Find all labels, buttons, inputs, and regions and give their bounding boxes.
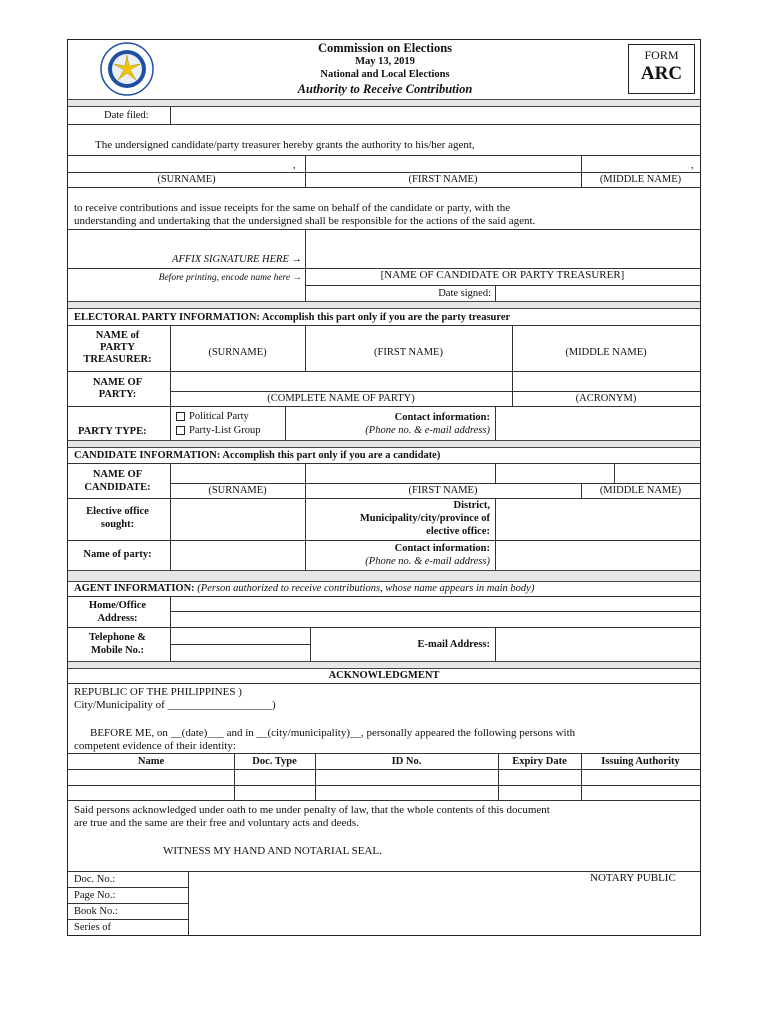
agent-section-heading xyxy=(74,583,534,595)
section-separator xyxy=(68,661,700,669)
agent-middle-name-field[interactable] xyxy=(582,156,699,172)
section-separator xyxy=(68,440,700,448)
treasurer-middle-name-field[interactable] xyxy=(513,326,699,346)
witness-line: WITNESS MY HAND AND NOTARIAL SEAL. xyxy=(163,845,382,857)
first-name-caption: (FIRST NAME) xyxy=(408,174,478,185)
candidate-party-label: Name of party: xyxy=(83,549,152,560)
treasurer-first-name-field[interactable] xyxy=(306,326,511,346)
political-party-option: Political Party xyxy=(189,411,249,422)
first-name-caption: (FIRST NAME) xyxy=(408,485,478,496)
elective-office-label: sought: xyxy=(100,519,135,530)
agent-surname-field[interactable] xyxy=(69,156,304,172)
party-contact-label: Contact information: xyxy=(394,412,490,423)
treasurer-label: TREASURER: xyxy=(83,354,152,365)
table-header-issuing-authority: Issuing Authority xyxy=(601,756,680,767)
form-title: Authority to Receive Contribution xyxy=(297,82,473,96)
mobile-field[interactable] xyxy=(171,645,309,660)
candidate-name-label: CANDIDATE: xyxy=(84,482,151,493)
party-acronym-field[interactable] xyxy=(513,372,699,391)
republic-line: REPUBLIC OF THE PHILIPPINES ) xyxy=(74,686,242,698)
party-contact-field[interactable] xyxy=(496,407,699,439)
agent-heading-title: AGENT INFORMATION: xyxy=(74,583,195,594)
party-contact-hint: (Phone no. & e-mail address) xyxy=(365,425,490,436)
form-code: ARC xyxy=(640,63,683,84)
address-label: Home/Office xyxy=(88,600,147,611)
address-label: Address: xyxy=(97,613,138,624)
book-no-label: Book No.: xyxy=(74,906,118,917)
election-date: May 13, 2019 xyxy=(355,56,415,67)
acronym-caption: (ACRONYM) xyxy=(575,393,637,404)
section-separator xyxy=(68,99,700,107)
middle-name-caption: (MIDDLE NAME) xyxy=(599,485,682,496)
table-header-name: Name xyxy=(137,756,165,767)
party-list-option: Party-List Group xyxy=(189,425,261,436)
agent-heading-note: (Person authorized to receive contributions, whose name appears in main body) xyxy=(197,583,535,594)
agent-first-name-field[interactable] xyxy=(306,156,580,172)
district-field[interactable] xyxy=(496,499,699,540)
comelec-seal-icon xyxy=(100,42,154,96)
signatory-name-field[interactable]: [NAME OF CANDIDATE OR PARTY TREASURER] xyxy=(380,269,625,281)
date-signed-field[interactable] xyxy=(496,286,699,300)
district-label: District, xyxy=(453,500,490,511)
series-label: Series of xyxy=(74,922,112,933)
party-section-heading: ELECTORAL PARTY INFORMATION: Accomplish this part only if you are the party treasurer xyxy=(74,312,511,323)
encode-name-label: Before printing, encode name here → xyxy=(158,273,302,283)
phone-label: Telephone & xyxy=(88,632,147,643)
telephone-field[interactable] xyxy=(171,628,309,643)
oath-line: are true and the same are their free and voluntary acts and deeds. xyxy=(74,817,359,829)
signature-field[interactable] xyxy=(306,230,699,268)
oath-line: Said persons acknowledged under oath to me under penalty of law, that the whole contents of this document xyxy=(74,804,550,816)
party-name-caption: (COMPLETE NAME OF PARTY) xyxy=(267,393,415,404)
district-label: Municipality/city/province of xyxy=(359,513,490,524)
doc-no-label: Doc. No.: xyxy=(74,874,116,885)
middle-name-caption: (MIDDLE NAME) xyxy=(599,174,682,185)
candidate-section-heading: CANDIDATE INFORMATION: Accomplish this part only if you are a candidate) xyxy=(74,450,441,461)
party-name-label: NAME OF xyxy=(92,377,143,388)
date-signed-label: Date signed: xyxy=(438,288,491,299)
acknowledgment-heading: ACKNOWLEDGMENT xyxy=(328,670,440,681)
election-name: National and Local Elections xyxy=(320,69,450,80)
address-field-line2[interactable] xyxy=(171,612,699,626)
email-label: E-mail Address: xyxy=(417,639,490,650)
treasurer-surname-field[interactable] xyxy=(171,326,304,346)
comma-separator: , xyxy=(293,160,296,171)
treasurer-label: PARTY xyxy=(99,342,136,353)
affix-signature-label: AFFIX SIGNATURE HERE → xyxy=(172,254,302,265)
surname-caption: (SURNAME) xyxy=(208,347,267,358)
table-row[interactable] xyxy=(68,786,700,800)
grant-body-line: to receive contributions and issue receipts for the same on behalf of the candidate or party, with the xyxy=(74,202,511,214)
party-type-label: PARTY TYPE: xyxy=(78,426,147,437)
table-header-id-no: ID No. xyxy=(391,756,422,767)
grant-body-line: understanding and undertaking that the undersigned shall be responsible for the actions of the said agent. xyxy=(74,215,536,227)
table-row[interactable] xyxy=(68,770,700,784)
before-me-line: BEFORE ME, on __(date)___ and in __(city/municipality)__, personally appeared the following persons with xyxy=(90,727,576,739)
date-filed-label: Date filed: xyxy=(104,110,149,121)
surname-caption: (SURNAME) xyxy=(157,174,216,185)
candidate-first-name-field[interactable] xyxy=(306,464,494,482)
email-field[interactable] xyxy=(496,628,699,660)
candidate-name-label: NAME OF xyxy=(92,469,143,480)
middle-name-caption: (MIDDLE NAME) xyxy=(565,347,647,358)
city-line: City/Municipality of ___________________) xyxy=(74,699,276,711)
org-name: Commission on Elections xyxy=(317,41,453,55)
treasurer-label: NAME of xyxy=(95,330,140,341)
section-separator xyxy=(68,301,700,309)
phone-label: Mobile No.: xyxy=(90,645,145,656)
elective-office-label: Elective office xyxy=(86,506,149,517)
notary-public-label: NOTARY PUBLIC xyxy=(590,872,676,884)
party-list-checkbox[interactable] xyxy=(176,426,185,435)
competent-evidence-line: competent evidence of their identity: xyxy=(74,740,236,752)
candidate-middle-name-field[interactable] xyxy=(496,464,613,482)
grant-intro: The undersigned candidate/party treasurer hereby grants the authority to his/her agent, xyxy=(95,139,475,151)
party-name-label: PARTY: xyxy=(98,389,137,400)
table-header-expiry-date: Expiry Date xyxy=(512,756,567,767)
candidate-contact-label: Contact information: xyxy=(394,543,490,554)
party-name-field[interactable] xyxy=(171,372,511,391)
date-filed-field[interactable] xyxy=(171,108,699,123)
address-field[interactable] xyxy=(171,597,699,611)
comma-separator: , xyxy=(691,160,694,171)
page-no-label: Page No.: xyxy=(74,890,116,901)
elective-office-field[interactable] xyxy=(171,499,304,540)
section-separator xyxy=(68,570,700,582)
surname-caption: (SURNAME) xyxy=(208,485,267,496)
district-label: elective office: xyxy=(426,526,490,537)
form-label: FORM xyxy=(644,48,679,62)
political-party-checkbox[interactable] xyxy=(176,412,185,421)
candidate-surname-field[interactable] xyxy=(171,464,304,482)
first-name-caption: (FIRST NAME) xyxy=(374,347,443,358)
candidate-contact-hint: (Phone no. & e-mail address) xyxy=(365,556,490,567)
table-header-doc-type: Doc. Type xyxy=(252,756,297,767)
